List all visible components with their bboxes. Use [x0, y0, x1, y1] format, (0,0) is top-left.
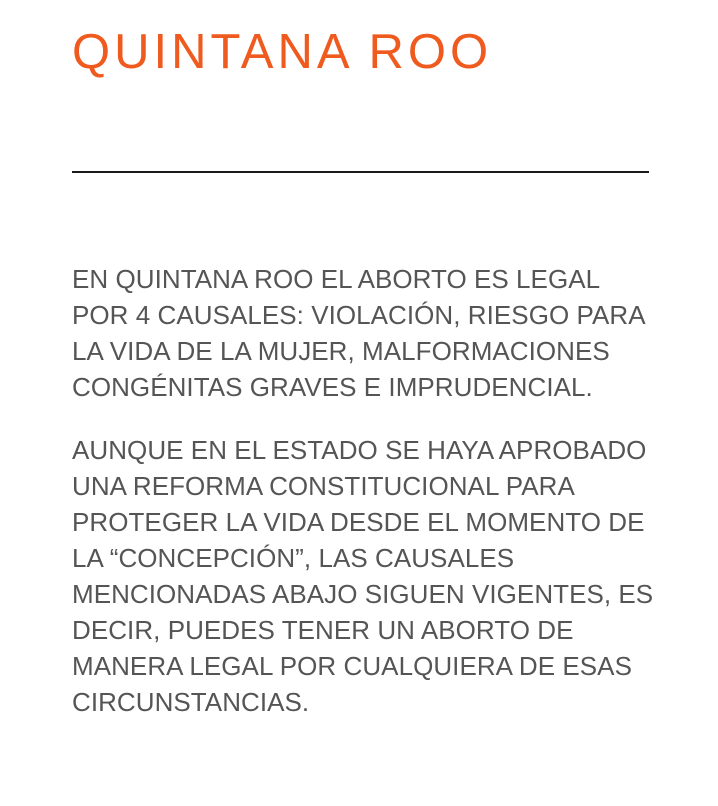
paragraph-line: MANERA LEGAL POR CUALQUIERA DE ESAS — [72, 651, 632, 681]
paragraph-line: LA VIDA DE LA MUJER, MALFORMACIONES — [72, 336, 610, 366]
paragraph-legal-causes — [72, 261, 662, 405]
paragraph-line: CIRCUNSTANCIAS. — [72, 687, 310, 717]
page-title: QUINTANA ROO — [72, 25, 493, 79]
divider — [72, 171, 649, 173]
paragraph-line: MENCIONADAS ABAJO SIGUEN VIGENTES, ES — [72, 579, 654, 609]
paragraph-line: DECIR, PUEDES TENER UN ABORTO DE — [72, 615, 574, 645]
paragraph-constitutional-reform — [72, 432, 662, 720]
paragraph-line: POR 4 CAUSALES: VIOLACIÓN, RIESGO PARA — [72, 300, 646, 330]
paragraph-line: AUNQUE EN EL ESTADO SE HAYA APROBADO — [72, 435, 647, 465]
paragraph-line: PROTEGER LA VIDA DESDE EL MOMENTO DE — [72, 507, 645, 537]
paragraph-line: EN QUINTANA ROO EL ABORTO ES LEGAL — [72, 264, 601, 294]
paragraph-line: LA “CONCEPCIÓN”, LAS CAUSALES — [72, 543, 515, 573]
paragraph-line: CONGÉNITAS GRAVES E IMPRUDENCIAL. — [72, 372, 593, 402]
paragraph-line: UNA REFORMA CONSTITUCIONAL PARA — [72, 471, 575, 501]
